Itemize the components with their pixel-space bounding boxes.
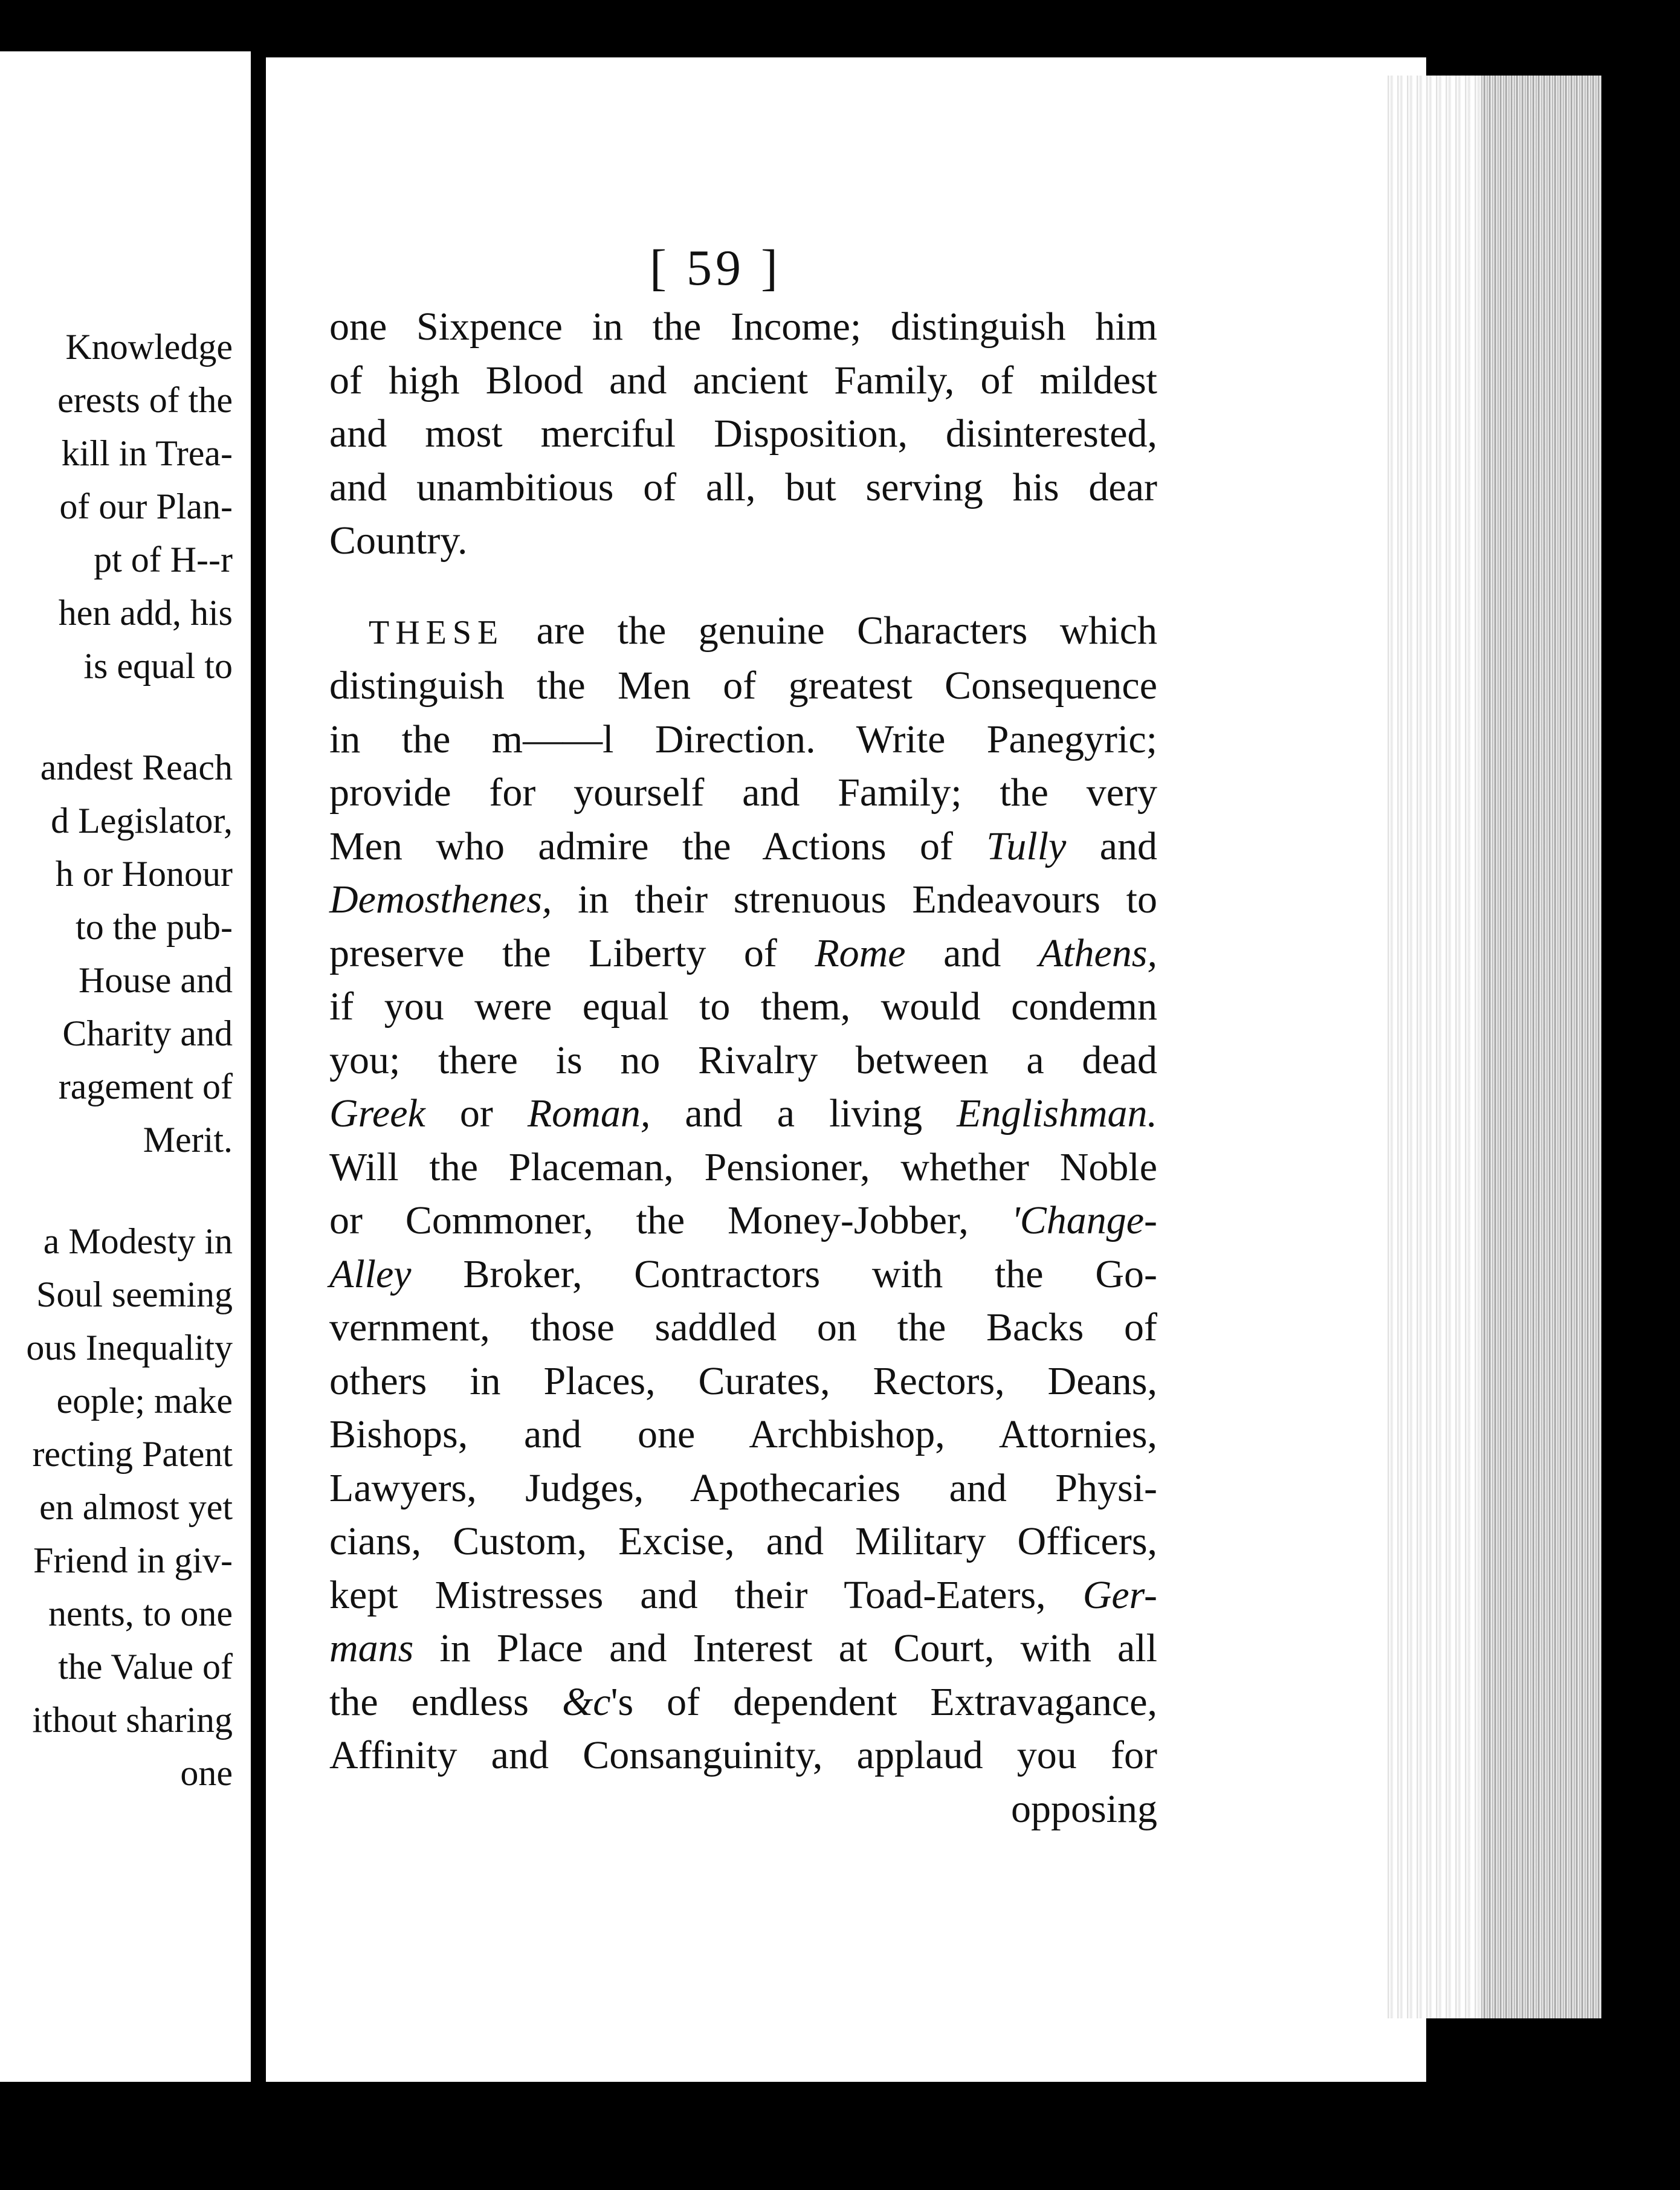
text-line (329, 1087, 1157, 1141)
text-span: preserve the Liberty of (329, 931, 815, 975)
text-line (329, 873, 1157, 927)
left-line: Charity and (62, 1013, 233, 1053)
page-number: [ 59 ] (650, 240, 781, 296)
italic-name: Greek (329, 1091, 425, 1135)
paragraph-gap (329, 568, 1157, 604)
left-line: pt of H--r (94, 540, 233, 580)
left-line: of our Plan- (59, 486, 233, 526)
text-line: Country. (329, 518, 468, 563)
left-line: erests of the (57, 380, 233, 420)
text-line: in the m——l Direction. Write Panegyric; (329, 717, 1157, 761)
left-gap (0, 1166, 233, 1215)
text-line: if you were equal to them, would condemn (329, 984, 1157, 1029)
left-line: one (180, 1753, 233, 1793)
text-span: in Place and Interest at Court, with all (413, 1626, 1157, 1670)
left-line: is equal to (83, 646, 233, 686)
left-line: kill in Trea- (61, 433, 233, 473)
text-span: and (905, 931, 1039, 975)
italic-name: Englishman. (957, 1091, 1157, 1135)
text-span: or (425, 1091, 528, 1135)
left-gap (0, 693, 233, 741)
left-line: ous Inequality (26, 1328, 233, 1368)
page-edges-inner (1481, 76, 1601, 2018)
italic-name: Demosthenes, (329, 877, 552, 922)
page-edges (1384, 76, 1601, 2018)
text-line (329, 1676, 1157, 1730)
left-line: Knowledge (65, 327, 233, 367)
text-line: Lawyers, Judges, Apothecaries and Physi- (329, 1465, 1157, 1510)
text-line: you; there is no Rivalry between a dead (329, 1038, 1157, 1082)
left-line: Friend in giv- (33, 1540, 233, 1580)
text-span: and (1066, 824, 1157, 868)
text-span: Men who admire the Actions of (329, 824, 987, 868)
left-line: andest Reach (40, 748, 233, 787)
text-line: vernment, those saddled on the Backs of (329, 1305, 1157, 1349)
text-span: are the genuine Characters which (504, 608, 1157, 653)
text-line (329, 1569, 1157, 1623)
text-span: or Commoner, the Money-Jobber, (329, 1198, 1012, 1242)
left-line: d Legislator, (51, 801, 233, 841)
left-line: Soul seeming (36, 1274, 233, 1314)
italic-name: Rome (815, 931, 906, 975)
text-line: distinguish the Men of greatest Consequence (329, 664, 1157, 708)
left-line: recting Patent (32, 1434, 233, 1474)
left-line: ithout sharing (32, 1700, 233, 1740)
text-line: Bishops, and one Archbishop, Attornies, (329, 1412, 1157, 1456)
text-line (329, 820, 1157, 874)
italic-name: Alley (329, 1252, 412, 1296)
left-line: ragement of (58, 1067, 233, 1106)
text-line: others in Places, Curates, Rectors, Deans, (329, 1358, 1157, 1403)
text-line: provide for yourself and Family; the very (329, 770, 1157, 815)
small-caps-word: THESE (369, 613, 505, 651)
text-span: 's of dependent Extravagance, (610, 1679, 1157, 1724)
text-span: in their strenuous Endeavours to (552, 877, 1157, 922)
left-line: the Value of (58, 1647, 233, 1687)
body-text (329, 300, 1157, 1836)
left-line: Merit. (143, 1120, 233, 1160)
text-line: Will the Placeman, Pensioner, whether Noble (329, 1145, 1157, 1189)
left-page (0, 51, 251, 2082)
text-line: Affinity and Consanguinity, applaud you for (329, 1733, 1157, 1777)
text-line (329, 1194, 1157, 1248)
text-line (329, 604, 1157, 660)
catchword: opposing (1010, 1786, 1157, 1831)
left-line: nents, to one (48, 1594, 233, 1633)
italic-name: 'Change- (1011, 1198, 1157, 1242)
left-line: to the pub- (76, 907, 233, 947)
left-line: eople; make (56, 1381, 233, 1421)
text-line: and unambitious of all, but serving his dear (329, 465, 1157, 509)
italic-name: Roman, (527, 1091, 651, 1135)
text-line (329, 927, 1157, 981)
left-line: hen add, his (58, 593, 233, 633)
text-line: and most merciful Disposition, disinterested, (329, 412, 1157, 456)
italic-name: mans (329, 1626, 414, 1670)
left-line: en almost yet (39, 1487, 233, 1527)
text-span: Broker, Contractors with the Go- (411, 1252, 1157, 1296)
text-line: one Sixpence in the Income; distinguish him (329, 305, 1157, 349)
left-line: House and (79, 960, 233, 1000)
text-line: cians, Custom, Excise, and Military Officers, (329, 1519, 1157, 1563)
text-span: and a living (650, 1091, 957, 1135)
text-span: the endless (329, 1679, 562, 1724)
left-page-text (0, 320, 233, 1800)
text-span: kept Mistresses and their Toad-Eaters, (329, 1572, 1083, 1617)
text-line (329, 1622, 1157, 1676)
text-line: of high Blood and ancient Family, of mildest (329, 358, 1157, 402)
italic-etc: &c (561, 1679, 611, 1724)
text-line (329, 1248, 1157, 1302)
left-line: h or Honour (55, 854, 233, 894)
italic-name: Athens, (1038, 931, 1157, 975)
left-line: a Modesty in (43, 1221, 233, 1261)
italic-name: Tully (986, 824, 1067, 868)
italic-name: Ger- (1082, 1572, 1157, 1617)
